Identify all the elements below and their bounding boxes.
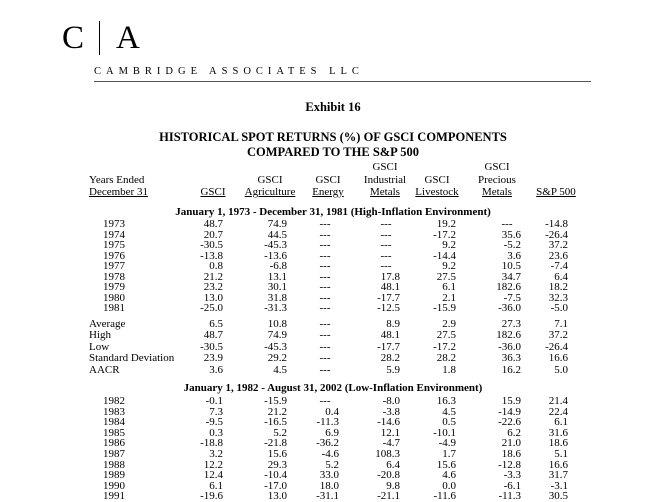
year-cell: 1977: [103, 260, 125, 272]
value-cell: 13.1: [267, 270, 287, 283]
header-precious-line: Precious: [478, 173, 516, 186]
value-cell: -22.6: [498, 416, 521, 429]
logo-letter-c: C: [62, 20, 85, 56]
value-cell: 23.2: [203, 281, 223, 293]
logo-letter-a: A: [116, 20, 140, 56]
value-cell: 1.7: [442, 448, 456, 460]
logo: [62, 19, 140, 57]
year-cell: 1985: [103, 426, 125, 439]
value-cell: -21.8: [264, 437, 287, 450]
value-cell: -11.3: [498, 490, 521, 502]
exhibit-label: Exhibit 16: [305, 100, 361, 114]
value-cell: 13.0: [203, 291, 223, 304]
value-cell: ---: [319, 260, 331, 272]
header-sp: [528, 186, 584, 199]
value-cell: -12.8: [498, 458, 521, 471]
value-cell: 7.3: [209, 405, 223, 418]
value-cell: 17.8: [380, 270, 400, 283]
value-cell: -17.7: [377, 291, 400, 304]
value-cell: 36.3: [501, 352, 521, 364]
value-cell: ---: [319, 218, 331, 230]
value-cell: 6.9: [325, 426, 339, 439]
value-cell: 30.5: [548, 490, 568, 502]
value-cell: ---: [380, 218, 392, 230]
value-cell: 18.2: [548, 281, 568, 293]
value-cell: -7.5: [503, 291, 521, 304]
year-cell: 1982: [103, 395, 125, 407]
value-cell: 21.0: [501, 437, 521, 450]
value-cell: -25.0: [200, 302, 223, 314]
year-cell: 1988: [103, 458, 125, 471]
value-cell: 48.1: [380, 281, 400, 293]
header-industrial: [354, 161, 416, 199]
value-cell: ---: [319, 239, 331, 251]
title-line-2: COMPARED TO THE S&P 500: [246, 145, 419, 159]
value-cell: ---: [319, 340, 331, 353]
value-cell: 28.2: [436, 352, 456, 364]
header-livestock-line: GSCI: [424, 173, 450, 186]
value-cell: 16.3: [436, 395, 456, 407]
value-cell: 33.0: [319, 469, 339, 482]
value-cell: 6.2: [507, 426, 521, 439]
value-cell: -14.6: [377, 416, 400, 429]
header-industrial-line: GSCI: [372, 161, 398, 173]
value-cell: ---: [319, 395, 331, 407]
value-cell: 2.1: [442, 291, 456, 304]
header-agri-line: GSCI: [257, 173, 283, 186]
value-cell: -12.5: [377, 302, 400, 314]
value-cell: 28.2: [380, 352, 400, 364]
value-cell: 15.6: [267, 448, 287, 460]
value-cell: -14.9: [498, 405, 521, 418]
value-cell: -7.4: [550, 260, 568, 272]
value-cell: 22.4: [548, 405, 568, 418]
value-cell: 16.6: [548, 352, 568, 364]
value-cell: -31.1: [316, 490, 339, 502]
value-cell: 9.2: [442, 239, 456, 251]
value-cell: -5.0: [550, 302, 568, 314]
value-cell: 0.8: [209, 260, 223, 272]
value-cell: ---: [319, 249, 331, 262]
value-cell: -3.8: [382, 405, 400, 418]
stats-row: [0, 365, 666, 376]
value-cell: -17.0: [264, 479, 287, 492]
section-heading: January 1, 1973 - December 31, 1981 (High-Inflation Environment): [175, 206, 491, 218]
value-cell: 74.9: [267, 329, 287, 341]
value-cell: ---: [319, 270, 331, 283]
header-rule: [94, 81, 591, 82]
value-cell: 5.2: [273, 426, 287, 439]
value-cell: 23.9: [203, 352, 223, 364]
header-gsci-line: GSCI: [200, 186, 226, 198]
value-cell: ---: [319, 363, 331, 376]
value-cell: 0.5: [442, 416, 456, 429]
value-cell: -36.2: [316, 437, 339, 450]
value-cell: -16.5: [264, 416, 287, 429]
value-cell: 5.1: [554, 448, 568, 460]
value-cell: 182.6: [496, 281, 521, 293]
logo-divider: [99, 21, 100, 55]
header-precious-line: GSCI: [484, 161, 510, 173]
value-cell: 29.3: [267, 458, 287, 471]
value-cell: 12.2: [203, 458, 223, 471]
value-cell: 3.6: [209, 363, 223, 376]
value-cell: ---: [319, 302, 331, 314]
value-cell: ---: [319, 281, 331, 293]
value-cell: -20.8: [377, 469, 400, 482]
year-cell: 1987: [103, 448, 125, 460]
value-cell: 48.7: [203, 218, 223, 230]
value-cell: 4.6: [442, 469, 456, 482]
value-cell: -15.9: [264, 395, 287, 407]
value-cell: ---: [380, 239, 392, 251]
value-cell: -10.1: [433, 426, 456, 439]
value-cell: -4.9: [438, 437, 456, 450]
value-cell: 34.7: [501, 270, 521, 283]
value-cell: 6.1: [209, 479, 223, 492]
value-cell: 30.1: [267, 281, 287, 293]
value-cell: ---: [380, 260, 392, 272]
value-cell: -36.0: [498, 340, 521, 353]
value-cell: 21.4: [548, 395, 568, 407]
value-cell: 6.5: [209, 317, 223, 330]
value-cell: ---: [319, 291, 331, 304]
value-cell: 18.0: [319, 479, 339, 492]
value-cell: -4.7: [382, 437, 400, 450]
value-cell: 18.6: [501, 448, 521, 460]
value-cell: 10.5: [501, 260, 521, 272]
value-cell: -36.0: [498, 302, 521, 314]
header-years: [89, 174, 169, 199]
value-cell: 16.6: [548, 458, 568, 471]
value-cell: -6.8: [269, 260, 287, 272]
value-cell: -26.4: [545, 228, 568, 241]
title-line-1: HISTORICAL SPOT RETURNS (%) OF GSCI COMPONENTS: [159, 130, 507, 144]
value-cell: 6.4: [554, 270, 568, 283]
value-cell: 44.5: [267, 228, 287, 241]
value-cell: 6.1: [554, 416, 568, 429]
value-cell: -0.1: [205, 395, 223, 407]
value-cell: -14.8: [545, 218, 568, 230]
value-cell: 0.3: [209, 426, 223, 439]
value-cell: 27.5: [436, 329, 456, 341]
value-cell: -6.1: [503, 479, 521, 492]
value-cell: 48.7: [203, 329, 223, 341]
value-cell: 8.9: [386, 317, 400, 330]
header-livestock: [411, 174, 463, 199]
value-cell: 12.4: [203, 469, 223, 482]
value-cell: -13.8: [200, 249, 223, 262]
header-industrial-line: Metals: [370, 186, 400, 198]
table-row: [0, 491, 666, 502]
value-cell: ---: [380, 228, 392, 241]
value-cell: -31.3: [264, 302, 287, 314]
value-cell: -3.3: [503, 469, 521, 482]
value-cell: 23.6: [548, 249, 568, 262]
firm-name: CAMBRIDGE ASSOCIATES LLC: [94, 66, 364, 77]
value-cell: 3.6: [507, 249, 521, 262]
value-cell: 5.9: [386, 363, 400, 376]
stat-label: Standard Deviation: [89, 352, 175, 364]
value-cell: 37.2: [548, 329, 568, 341]
year-cell: 1973: [103, 218, 125, 230]
value-cell: 6.4: [386, 458, 400, 471]
value-cell: 4.5: [273, 363, 287, 376]
year-cell: 1976: [103, 249, 125, 262]
value-cell: -8.0: [382, 395, 400, 407]
value-cell: -11.3: [316, 416, 339, 429]
value-cell: 12.1: [380, 426, 400, 439]
value-cell: 27.5: [436, 270, 456, 283]
year-cell: 1978: [103, 270, 125, 283]
value-cell: -21.1: [377, 490, 400, 502]
header-precious-line: Metals: [482, 186, 512, 198]
year-cell: 1979: [103, 281, 125, 293]
value-cell: 29.2: [267, 352, 287, 364]
value-cell: -9.5: [205, 416, 223, 429]
value-cell: 19.2: [436, 218, 456, 230]
value-cell: -14.4: [433, 249, 456, 262]
value-cell: -15.9: [433, 302, 456, 314]
year-cell: 1975: [103, 239, 125, 251]
value-cell: 1.8: [442, 363, 456, 376]
stat-label: Average: [89, 317, 126, 330]
value-cell: 31.7: [548, 469, 568, 482]
value-cell: 48.1: [380, 329, 400, 341]
section-heading: January 1, 1982 - August 31, 2002 (Low-Inflation Environment): [183, 382, 483, 394]
value-cell: -3.1: [550, 479, 568, 492]
value-cell: 2.9: [442, 317, 456, 330]
value-cell: 21.2: [203, 270, 223, 283]
stats-row: [0, 342, 666, 353]
value-cell: -11.6: [433, 490, 456, 502]
value-cell: -4.6: [321, 448, 339, 460]
year-cell: 1974: [103, 228, 125, 241]
value-cell: ---: [319, 329, 331, 341]
value-cell: -17.2: [433, 340, 456, 353]
value-cell: -19.6: [200, 490, 223, 502]
value-cell: -26.4: [545, 340, 568, 353]
header-gsci: [191, 186, 235, 199]
year-cell: 1983: [103, 405, 125, 418]
value-cell: ---: [380, 249, 392, 262]
year-cell: 1989: [103, 469, 125, 482]
value-cell: 35.6: [501, 228, 521, 241]
header-agri-line: Agriculture: [244, 186, 296, 198]
value-cell: 182.6: [496, 329, 521, 341]
value-cell: 37.2: [548, 239, 568, 251]
year-cell: 1984: [103, 416, 125, 429]
year-cell: 1980: [103, 291, 125, 304]
value-cell: 27.3: [501, 317, 521, 330]
stat-label: High: [89, 329, 111, 341]
stat-label: Low: [89, 340, 110, 353]
year-cell: 1990: [103, 479, 125, 492]
header-years-line: December 31: [89, 186, 148, 198]
value-cell: 15.6: [436, 458, 456, 471]
value-cell: 15.9: [501, 395, 521, 407]
year-cell: 1991: [103, 490, 125, 502]
value-cell: -10.4: [264, 469, 287, 482]
header-livestock-line: Livestock: [415, 186, 459, 198]
value-cell: 6.1: [442, 281, 456, 293]
value-cell: ---: [319, 228, 331, 241]
header-energy-line: GSCI: [315, 173, 341, 186]
value-cell: 16.2: [501, 363, 521, 376]
value-cell: -18.8: [200, 437, 223, 450]
value-cell: 74.9: [267, 218, 287, 230]
value-cell: ---: [319, 317, 331, 330]
value-cell: 5.2: [325, 458, 339, 471]
header-energy: [304, 174, 352, 199]
stats-row: [0, 353, 666, 364]
year-cell: 1981: [103, 302, 125, 314]
value-cell: 31.6: [548, 426, 568, 439]
header-precious: [466, 161, 528, 199]
value-cell: -45.3: [264, 239, 287, 251]
value-cell: 10.8: [267, 317, 287, 330]
value-cell: 31.8: [267, 291, 287, 304]
value-cell: -13.6: [264, 249, 287, 262]
header-agri: [237, 174, 303, 199]
header-sp-line: S&P 500: [536, 186, 576, 198]
value-cell: -45.3: [264, 340, 287, 353]
year-cell: 1986: [103, 437, 125, 450]
value-cell: 0.4: [325, 405, 339, 418]
value-cell: -17.2: [433, 228, 456, 241]
value-cell: 5.0: [554, 363, 568, 376]
header-years-line: Years Ended: [89, 173, 145, 186]
value-cell: 9.8: [386, 479, 400, 492]
value-cell: 20.7: [203, 228, 223, 241]
table-row: [0, 303, 666, 314]
value-cell: -5.2: [503, 239, 521, 251]
value-cell: ---: [319, 352, 331, 364]
header-energy-line: Energy: [312, 186, 344, 198]
value-cell: 32.3: [548, 291, 568, 304]
value-cell: -17.7: [377, 340, 400, 353]
stats-row: [0, 330, 666, 341]
value-cell: -30.5: [200, 340, 223, 353]
value-cell: 21.2: [267, 405, 287, 418]
value-cell: 0.0: [442, 479, 456, 492]
stat-label: AACR: [89, 363, 120, 376]
value-cell: ---: [501, 218, 513, 230]
header-industrial-line: Industrial: [363, 173, 407, 186]
value-cell: 9.2: [442, 260, 456, 272]
stats-row: [0, 319, 666, 330]
value-cell: 13.0: [267, 490, 287, 502]
value-cell: 3.2: [209, 448, 223, 460]
value-cell: 4.5: [442, 405, 456, 418]
value-cell: 108.3: [375, 448, 400, 460]
value-cell: 7.1: [554, 317, 568, 330]
value-cell: -30.5: [200, 239, 223, 251]
value-cell: 18.6: [548, 437, 568, 450]
